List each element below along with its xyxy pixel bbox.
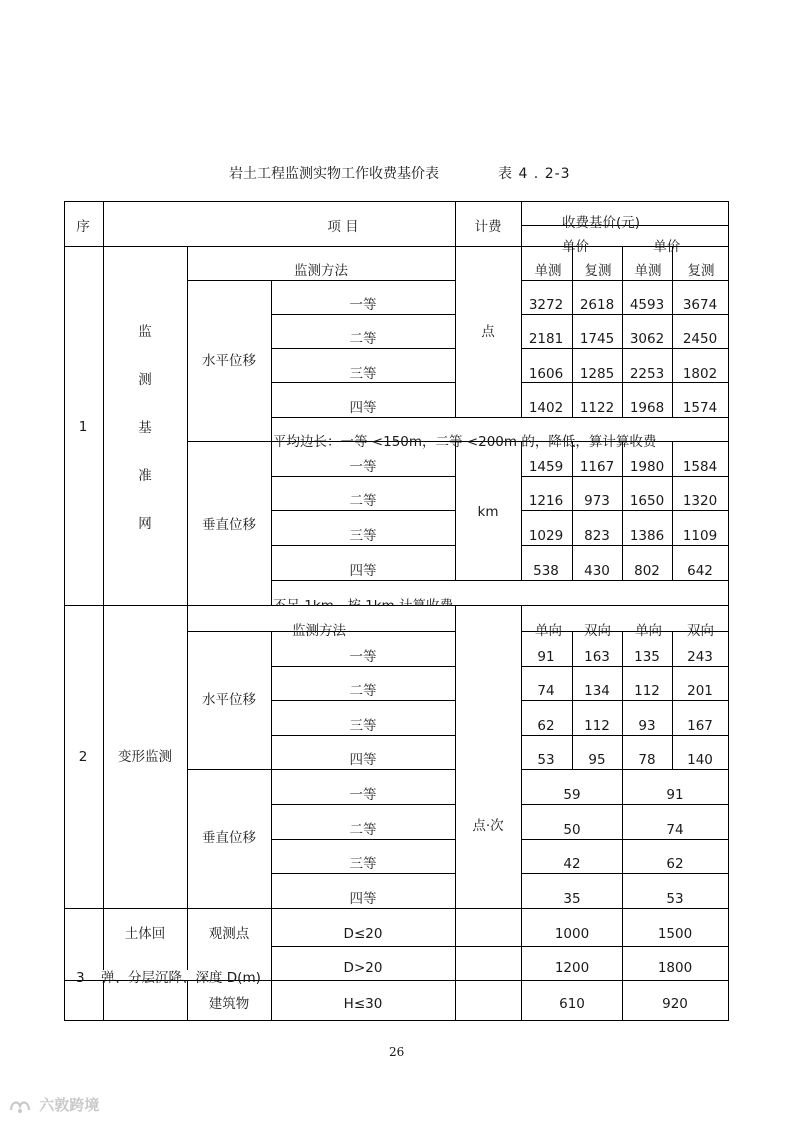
value-cell: 1200 bbox=[554, 960, 590, 976]
grid-line bbox=[271, 510, 455, 511]
grid-line bbox=[271, 946, 729, 947]
section2-seq: 2 bbox=[78, 749, 88, 765]
value-cell: 1606 bbox=[528, 366, 564, 382]
grid-line bbox=[64, 908, 729, 909]
table-title: 岩土工程监测实物工作收费基价表 bbox=[229, 166, 439, 182]
value-cell: 4593 bbox=[629, 297, 665, 313]
value-cell: 1402 bbox=[528, 400, 564, 416]
grid-line bbox=[455, 606, 456, 1021]
value-cell: 1968 bbox=[629, 400, 665, 416]
grade-label: 一等 bbox=[349, 459, 377, 475]
section3-name-clipped: 弹、分层沉降、深度 D(m) bbox=[101, 970, 261, 986]
grade-label: 一等 bbox=[349, 787, 377, 803]
value-cell: 538 bbox=[533, 563, 559, 579]
value-cell: 1216 bbox=[528, 493, 564, 509]
value-cell: 74 bbox=[666, 822, 684, 838]
value-cell: 112 bbox=[584, 718, 610, 734]
grid-line bbox=[521, 666, 729, 667]
value-cell: 1584 bbox=[682, 459, 718, 475]
section1-name-char: 测 bbox=[138, 372, 152, 388]
grade-label: 一等 bbox=[349, 649, 377, 665]
value-cell: 1745 bbox=[579, 331, 615, 347]
grid-line bbox=[728, 201, 729, 1021]
value-cell: 3272 bbox=[528, 297, 564, 313]
grade-label: 二等 bbox=[349, 331, 377, 347]
header-price-sub-clip bbox=[522, 235, 728, 255]
section2-col-label: 单向 bbox=[535, 623, 562, 639]
grid-line bbox=[271, 839, 455, 840]
value-cell: 135 bbox=[634, 649, 660, 665]
value-cell: 2618 bbox=[579, 297, 615, 313]
section2-method-label: 监测方法 bbox=[292, 623, 346, 639]
value-cell: 74 bbox=[537, 683, 555, 699]
section1-name-char: 网 bbox=[138, 516, 152, 532]
section3-building-label: 建筑物 bbox=[208, 996, 250, 1012]
grid-line bbox=[521, 545, 729, 546]
section2-col-labels-clip bbox=[522, 606, 728, 639]
section2-col-label: 双向 bbox=[687, 623, 714, 639]
value-cell: 1320 bbox=[682, 493, 718, 509]
fee-table bbox=[64, 201, 729, 1021]
grid-line bbox=[187, 769, 455, 770]
section1-col-label: 单测 bbox=[534, 263, 562, 279]
value-cell: 42 bbox=[563, 856, 581, 872]
section1-horizontal-note: 平均边长：一等 <150m，二等 <200m 的，降低，算计算收费 bbox=[273, 434, 657, 450]
grid-line bbox=[455, 442, 456, 580]
grid-line bbox=[521, 280, 729, 281]
section3-obs-label: 观测点 bbox=[208, 926, 250, 942]
page-number: 26 bbox=[389, 1045, 405, 1059]
value-cell: 973 bbox=[584, 493, 610, 509]
value-cell: 642 bbox=[687, 563, 713, 579]
value-cell: 1122 bbox=[579, 400, 615, 416]
value-cell: 2253 bbox=[629, 366, 665, 382]
section2-unit: 点·次 bbox=[472, 818, 504, 834]
grid-line bbox=[187, 280, 455, 281]
section2-col-label: 双向 bbox=[584, 623, 611, 639]
value-cell: 95 bbox=[588, 752, 606, 768]
section2-vertical-label: 垂直位移 bbox=[202, 830, 256, 846]
value-cell: 140 bbox=[687, 752, 713, 768]
value-cell: 1459 bbox=[528, 459, 564, 475]
condition-label: D≤20 bbox=[343, 926, 383, 942]
value-cell: 823 bbox=[584, 528, 610, 544]
grade-label: 二等 bbox=[349, 493, 377, 509]
value-cell: 91 bbox=[537, 649, 555, 665]
grid-line bbox=[521, 442, 522, 580]
grid-line bbox=[521, 804, 729, 805]
grid-line bbox=[521, 510, 729, 511]
section1-name-char: 监 bbox=[138, 324, 152, 340]
grid-line bbox=[622, 247, 623, 417]
grade-label: 二等 bbox=[349, 683, 377, 699]
section1-name-char: 准 bbox=[138, 468, 152, 484]
watermark-logo-icon bbox=[8, 1096, 32, 1116]
value-cell: 1800 bbox=[657, 960, 693, 976]
grid-line bbox=[521, 735, 729, 736]
condition-label: D>20 bbox=[343, 960, 383, 976]
value-cell: 1574 bbox=[682, 400, 718, 416]
section1-vertical-label: 垂直位移 bbox=[202, 517, 256, 533]
grid-line bbox=[64, 201, 65, 1021]
grid-line bbox=[521, 348, 729, 349]
value-cell: 920 bbox=[662, 996, 688, 1012]
header-price-clip bbox=[522, 209, 728, 231]
value-cell: 62 bbox=[666, 856, 684, 872]
value-cell: 78 bbox=[638, 752, 656, 768]
value-cell: 62 bbox=[537, 718, 555, 734]
value-cell: 1000 bbox=[554, 926, 590, 942]
grade-label: 四等 bbox=[349, 400, 377, 416]
value-cell: 243 bbox=[687, 649, 713, 665]
value-cell: 1029 bbox=[528, 528, 564, 544]
grid-line bbox=[271, 804, 455, 805]
value-cell: 91 bbox=[666, 787, 684, 803]
grid-line bbox=[271, 348, 455, 349]
grid-line bbox=[521, 606, 522, 1021]
value-cell: 1650 bbox=[629, 493, 665, 509]
section1-horizontal-note-clip bbox=[272, 418, 727, 450]
grid-line bbox=[521, 201, 522, 417]
grade-label: 四等 bbox=[349, 752, 377, 768]
section1-horizontal-label: 水平位移 bbox=[202, 353, 256, 369]
grid-line bbox=[672, 442, 673, 580]
value-cell: 93 bbox=[638, 718, 656, 734]
grid-line bbox=[271, 476, 455, 477]
grade-label: 三等 bbox=[349, 528, 377, 544]
value-cell: 1500 bbox=[657, 926, 693, 942]
value-cell: 50 bbox=[563, 822, 581, 838]
section1-name-char: 基 bbox=[138, 420, 152, 436]
grade-label: 三等 bbox=[349, 718, 377, 734]
section3-name: 土体回 bbox=[124, 926, 166, 942]
grid-line bbox=[271, 980, 272, 1021]
value-cell: 1980 bbox=[629, 459, 665, 475]
grid-line bbox=[271, 735, 455, 736]
value-cell: 112 bbox=[634, 683, 660, 699]
value-cell: 167 bbox=[687, 718, 713, 734]
value-cell: 1285 bbox=[579, 366, 615, 382]
grid-line bbox=[64, 201, 729, 202]
grid-line bbox=[271, 314, 455, 315]
value-cell: 3674 bbox=[682, 297, 718, 313]
value-cell: 59 bbox=[563, 787, 581, 803]
value-cell: 134 bbox=[584, 683, 610, 699]
condition-label: H≤30 bbox=[343, 996, 383, 1012]
grid-line bbox=[521, 769, 729, 770]
value-cell: 802 bbox=[634, 563, 660, 579]
section2-name: 变形监测 bbox=[118, 749, 172, 765]
grid-line bbox=[521, 314, 729, 315]
grid-line bbox=[521, 476, 729, 477]
section1-col-label: 单测 bbox=[634, 263, 662, 279]
grade-label: 三等 bbox=[349, 366, 377, 382]
section2-col-label: 单向 bbox=[635, 623, 662, 639]
section1-vertical-unit: km bbox=[477, 504, 499, 520]
grid-line bbox=[672, 247, 673, 417]
watermark-text: 六敦跨境 bbox=[39, 1096, 100, 1114]
section3-seq: 3 bbox=[76, 970, 85, 986]
grid-line bbox=[271, 700, 455, 701]
section1-horizontal-unit: 点 bbox=[481, 324, 495, 340]
value-cell: 2181 bbox=[528, 331, 564, 347]
header-price-sub: 单价 单价 bbox=[562, 239, 681, 255]
grid-line bbox=[271, 382, 455, 383]
grid-line bbox=[521, 700, 729, 701]
grid-line bbox=[64, 1020, 729, 1021]
header-seq: 序 bbox=[76, 219, 90, 235]
header-price: 收费基价(元) bbox=[562, 215, 641, 231]
header-item: 项 目 bbox=[327, 219, 359, 235]
grid-line bbox=[521, 873, 729, 874]
grid-line bbox=[271, 545, 455, 546]
section3-name-clip bbox=[65, 970, 271, 986]
section2-horizontal-label: 水平位移 bbox=[202, 692, 256, 708]
grid-line bbox=[271, 632, 272, 1008]
value-cell: 1386 bbox=[629, 528, 665, 544]
grid-line bbox=[103, 201, 104, 1021]
grid-line bbox=[521, 839, 729, 840]
grade-label: 四等 bbox=[349, 563, 377, 579]
grid-line bbox=[271, 873, 455, 874]
grid-line bbox=[622, 606, 623, 1021]
value-cell: 1167 bbox=[579, 459, 615, 475]
value-cell: 53 bbox=[537, 752, 555, 768]
grade-label: 二等 bbox=[349, 822, 377, 838]
header-unit: 计费 bbox=[474, 219, 502, 235]
value-cell: 201 bbox=[687, 683, 713, 699]
section1-vertical-note-clip bbox=[272, 581, 727, 605]
value-cell: 430 bbox=[584, 563, 610, 579]
table-number: 表 4 . 2-3 bbox=[498, 166, 571, 182]
value-cell: 53 bbox=[666, 891, 684, 907]
section1-col-label: 复测 bbox=[584, 263, 612, 279]
grid-line bbox=[271, 666, 455, 667]
section1-seq: 1 bbox=[78, 419, 88, 435]
value-cell: 35 bbox=[563, 891, 581, 907]
grid-line bbox=[572, 442, 573, 580]
grid-line bbox=[521, 382, 729, 383]
grid-line bbox=[622, 442, 623, 580]
value-cell: 3062 bbox=[629, 331, 665, 347]
grade-label: 四等 bbox=[349, 891, 377, 907]
section1-method-label: 监测方法 bbox=[294, 263, 348, 279]
grid-line bbox=[187, 247, 188, 1021]
grid-line bbox=[455, 201, 456, 417]
watermark bbox=[8, 1094, 99, 1116]
grid-line bbox=[572, 247, 573, 417]
value-cell: 1109 bbox=[682, 528, 718, 544]
section1-col-label: 复测 bbox=[687, 263, 715, 279]
value-cell: 1802 bbox=[682, 366, 718, 382]
section2-method-clip bbox=[272, 606, 454, 639]
value-cell: 2450 bbox=[682, 331, 718, 347]
value-cell: 610 bbox=[559, 996, 585, 1012]
grade-label: 一等 bbox=[349, 297, 377, 313]
value-cell: 163 bbox=[584, 649, 610, 665]
grade-label: 三等 bbox=[349, 856, 377, 872]
